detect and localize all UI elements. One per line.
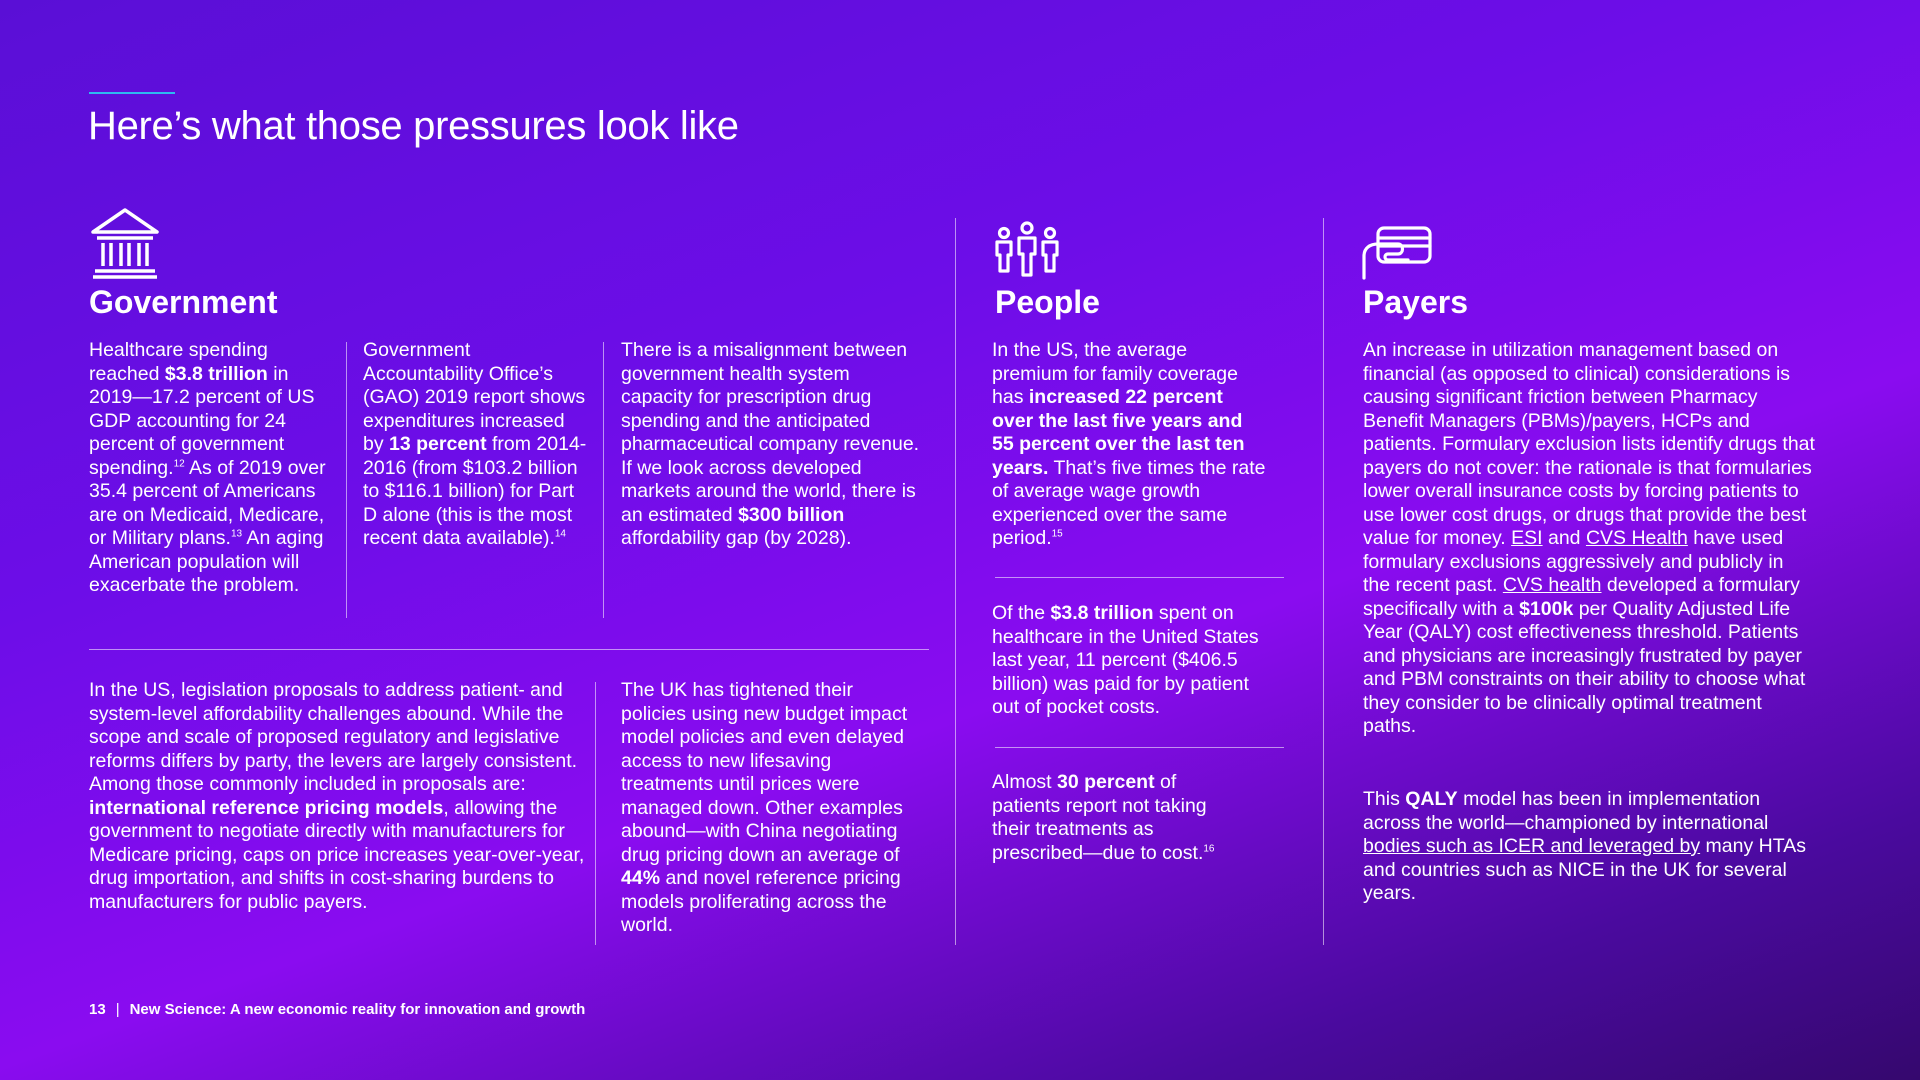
- divider: [995, 747, 1284, 748]
- payers-paragraph-1: An increase in utilization management based on financial (as opposed to clinical) considerations is causing significant friction between Pharmacy Benefit Managers (PBMs)/payers, HCPs and patients. Formulary exclusion lists identify drugs that payers do not cover: the rationale is that formularies lower overall insurance costs by forcing patients to use lower cost drugs, or drugs that provide the best value for money. ESI and CVS Health have used formulary exclusions aggressively and publicly in the recent past. CVS health developed a formulary specifically with a $100k per Quality Adjusted Life Year (QALY) cost effectiveness threshold. Patients and physicians are increasingly frustrated by payer and PBM constraints on their ability to choose what they consider to be clinically optimal treatment paths.: [1363, 339, 1815, 737]
- footer-text: New Science: A new economic reality for innovation and growth: [129, 1001, 586, 1018]
- government-col-2: Government Accountability Office’s (GAO) 2019 report shows expenditures increased by 13 percent from 2014-2016 (from $103.2 billion to $116.1 billion) for Part D alone (this is the most recent data available).$^{14}$: [363, 339, 587, 549]
- government-col-4: In the US, legislation proposals to address patient- and system-level affordability challenges abound. While the scope and scale of proposed regulatory and legislative reforms differs by party, the levers are largely consistent. Among those commonly included in proposals are: international reference pricing models, allowing the government to negotiate directly with manufacturers for Medicare pricing, caps on price increases year-over-year, drug importation, and shifts in cost-sharing burdens to manufacturers for public payers.: [89, 679, 585, 913]
- divider: [955, 218, 956, 945]
- divider: [595, 682, 596, 945]
- page-title: Here’s what those pressures look like: [88, 104, 739, 148]
- footer: [89, 1001, 585, 1018]
- title-accent-line: [89, 92, 175, 94]
- payers-paragraph-2: This QALY model has been in implementation across the world—championed by international bodies such as ICER and leveraged by many HTAs and countries such as NICE in the UK for several years.: [1363, 788, 1806, 904]
- page-number: 13: [89, 1001, 106, 1018]
- people-block-2: Of the $3.8 trillion spent on healthcare in the United States last year, 11 percent ($406.5 billion) was paid for by patient out of pocket costs.: [992, 602, 1259, 718]
- divider: [995, 577, 1284, 578]
- people-block-3: Almost 30 percent of patients report not taking their treatments as prescribed—due to cost.$^{16}$: [992, 771, 1215, 864]
- government-col-3: There is a misalignment between government health system capacity for prescription drug spending and the anticipated pharmaceutical company revenue. If we look across developed markets around the world, there is an estimated $300 billion affordability gap (by 2028).: [621, 339, 920, 549]
- people-block-1: In the US, the average premium for family coverage has increased 22 percent over the last five years and 55 percent over the last ten years. That’s five times the rate of average wage growth experienced over the same period.$^{15}$: [992, 339, 1266, 549]
- people-heading: People: [995, 284, 1100, 320]
- payment-card-hand-icon: [1362, 226, 1432, 280]
- divider: [1323, 218, 1324, 945]
- payers-heading: Payers: [1363, 284, 1468, 320]
- government-heading: Government: [89, 284, 278, 320]
- divider: [346, 342, 347, 618]
- government-col-1: Healthcare spending reached $3.8 trillion in 2019—17.2 percent of US GDP accounting for 24 percent of government spending.$^{12}$ As of 2019 over 35.4 percent of Americans are on Medicaid, Medicare, or Military plans.$^{13}$ An aging American population will exacerbate the problem.: [89, 339, 326, 596]
- people-group-icon: [994, 221, 1060, 278]
- government-col-5: The UK has tightened their policies using new budget impact model policies and even delayed access to new lifesaving treatments until prices were managed down. Other examples abound—with China negotiating drug pricing down an average of 44% and novel reference pricing models proliferating across the world.: [621, 679, 908, 936]
- divider: [603, 342, 604, 618]
- institution-building-icon: [89, 207, 161, 279]
- divider: [89, 649, 929, 650]
- footer-separator: |: [115, 1001, 120, 1018]
